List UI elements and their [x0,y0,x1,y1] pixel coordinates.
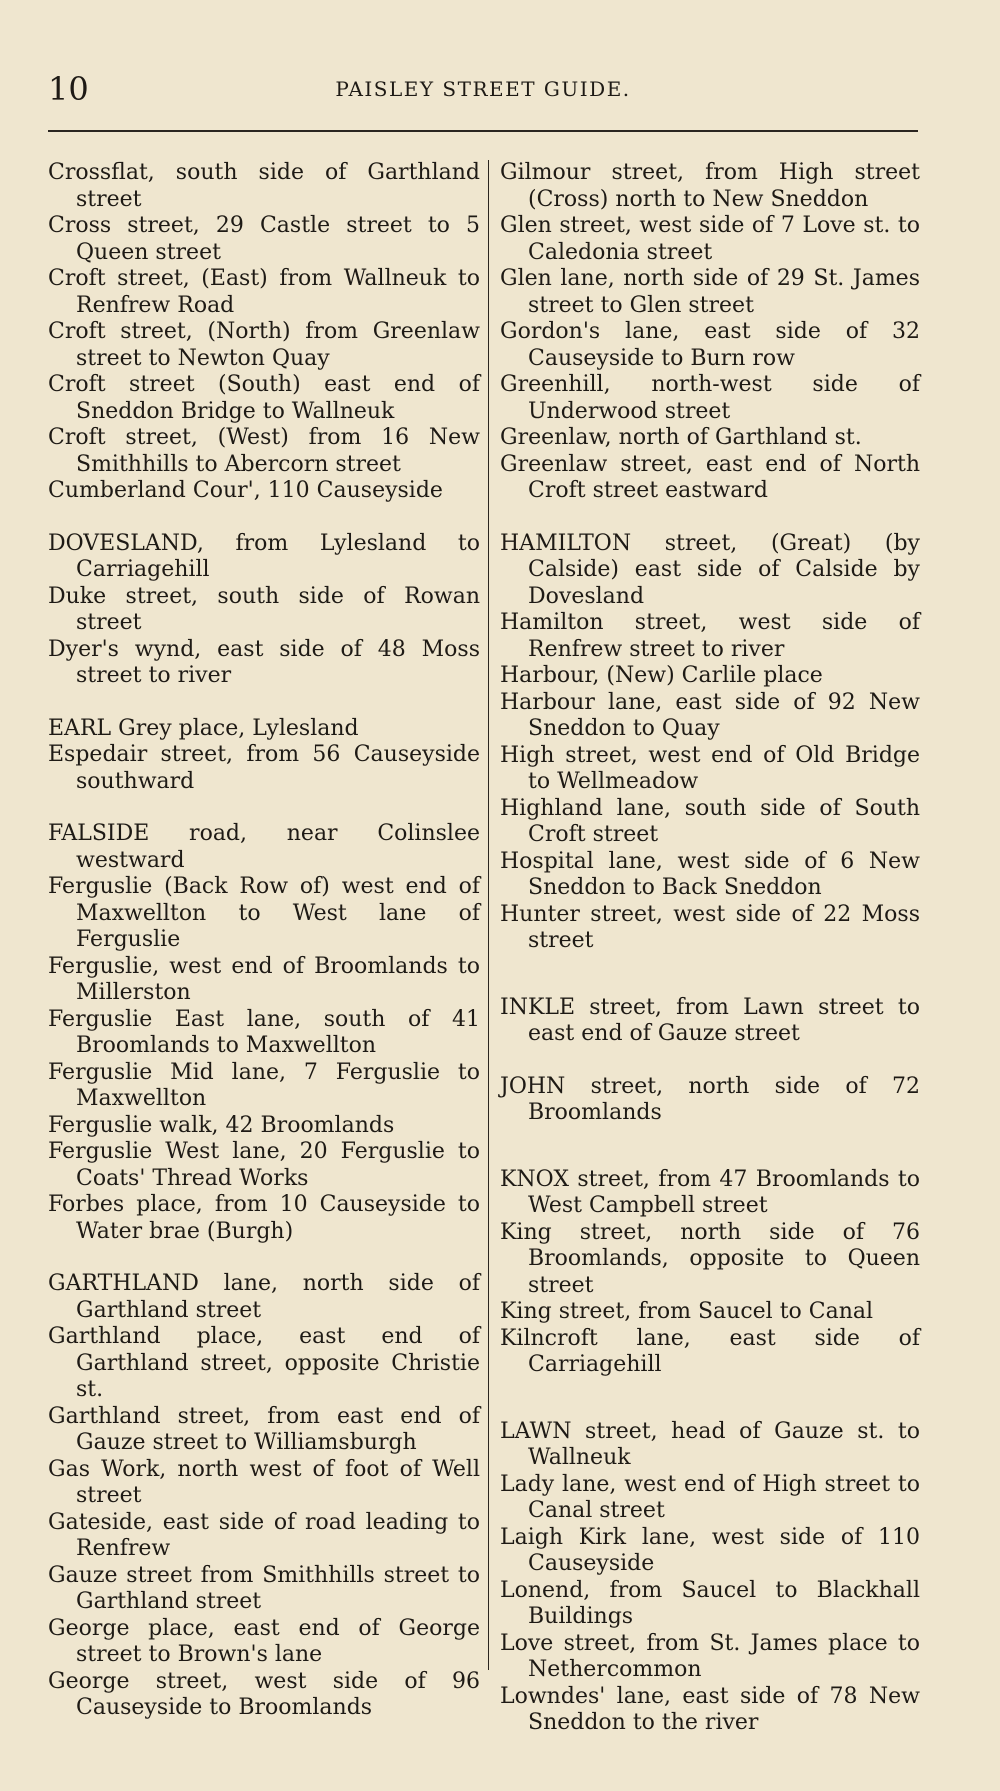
street-entry: Gilmour street, from High street (Cross) north to New Sneddon [500,160,920,212]
street-entry: Harbour, (New) Carlile place [500,663,823,688]
column-divider [488,160,489,1670]
street-entry: Ferguslie, west end of Broomlands to Millerston [48,953,480,1005]
street-entry: Greenhill, north-west side of Underwood street [500,372,920,424]
street-entry: Croft street, (East) from Wallneuk to Renfrew Road [48,266,480,318]
street-entry: Gas Work, north west of foot of Well street [48,1456,480,1508]
street-entry: Hamilton street, west side of Renfrew street to river [500,610,920,662]
street-entry: Ferguslie walk, 42 Broomlands [48,1112,395,1138]
street-entry: GARTHLAND lane, north side of Garthland street [48,1271,480,1323]
street-entry: Harbour lane, east side of 92 New Sneddon to Quay [500,689,920,741]
street-entry: Gateside, east side of road leading to Renfrew [48,1509,480,1561]
street-entry: JOHN street, north side of 72 Broomlands [500,1073,920,1125]
left-column [48,160,480,1722]
page-header [48,70,918,110]
street-entry: George street, west side of 96 Causeyside to Broomlands [48,1668,480,1720]
street-entry: Greenlaw, north of Garthland st. [500,425,862,450]
street-entry: Love street, from St. James place to Nethercommon [500,1630,920,1682]
street-entry: INKLE street, from Lawn street to east end of Gauze street [500,994,920,1046]
street-entry: DOVESLAND, from Lylesland to Carriagehill [48,530,480,582]
street-entry: Garthland place, east end of Garthland street, opposite Christie st. [48,1324,480,1402]
street-entry: Gordon's lane, east side of 32 Causeyside to Burn row [500,319,920,371]
street-entry: High street, west end of Old Bridge to Wellmeadow [500,742,920,794]
street-entry: Lonend, from Saucel to Blackhall Buildings [500,1577,920,1629]
street-entry: Croft street, (West) from 16 New Smithhills to Abercorn street [48,425,480,477]
street-entry: Garthland street, from east end of Gauze street to Williamsburgh [48,1403,480,1455]
street-entry: Duke street, south side of Rowan street [48,583,480,635]
street-entry: Glen street, west side of 7 Love st. to Caledonia street [500,213,920,265]
street-entry: Croft street, (North) from Greenlaw street to Newton Quay [48,319,480,371]
right-column [500,160,920,1737]
street-entry: Cumberland Cour', 110 Causeyside [48,478,443,503]
street-entry: Forbes place, from 10 Causeyside to Water brae (Burgh) [48,1192,480,1244]
street-entry: Hunter street, west side of 22 Moss street [500,901,920,953]
street-entry: King street, north side of 76 Broomlands, opposite to Queen street [500,1219,920,1298]
street-entry: Cross street, 29 Castle street to 5 Queen street [48,213,480,265]
street-entry: Ferguslie Mid lane, 7 Ferguslie to Maxwellton [48,1059,480,1111]
street-entry: Ferguslie East lane, south of 41 Broomlands to Maxwellton [48,1006,480,1058]
street-entry: Hospital lane, west side of 6 New Sneddon to Back Sneddon [500,848,920,900]
street-entry: Espedair street, from 56 Causeyside southward [48,742,480,794]
street-entry: Croft street (South) east end of Sneddon Bridge to Wallneuk [48,372,480,424]
street-entry: LAWN street, head of Gauze st. to Wallneuk [500,1418,920,1470]
street-entry: FALSIDE road, near Colinslee westward [48,821,480,873]
street-entry: Lowndes' lane, east side of 78 New Sneddon to the river [500,1683,920,1735]
header-rule [48,130,918,132]
street-entry: KNOX street, from 47 Broomlands to West Campbell street [500,1166,920,1218]
street-entry: Highland lane, south side of South Croft street [500,795,920,847]
street-entry: Kilncroft lane, east side of Carriagehill [500,1325,920,1377]
street-entry: Glen lane, north side of 29 St. James street to Glen street [500,266,920,318]
street-entry: George place, east end of George street to Brown's lane [48,1615,480,1667]
street-entry: Crossflat, south side of Garthland street [48,160,480,212]
street-entry: EARL Grey place, Lylesland [48,715,359,741]
street-entry: Greenlaw street, east end of North Croft street eastward [500,451,920,503]
street-entry: King street, from Saucel to Canal [500,1299,874,1324]
running-head: PAISLEY STREET GUIDE. [335,77,631,101]
street-entry: Laigh Kirk lane, west side of 110 Causeyside [500,1524,920,1576]
street-entry: Ferguslie West lane, 20 Ferguslie to Coats' Thread Works [48,1139,480,1191]
page-number: 10 [48,70,89,108]
street-entry: Lady lane, west end of High street to Canal street [500,1471,920,1523]
street-entry: Ferguslie (Back Row of) west end of Maxwellton to West lane of Ferguslie [48,874,480,952]
street-entry: HAMILTON street, (Great) (by Calside) east side of Calside by Dovesland [500,530,920,609]
street-entry: Dyer's wynd, east side of 48 Moss street to river [48,636,480,688]
street-entry: Gauze street from Smithhills street to Garthland street [48,1562,480,1614]
